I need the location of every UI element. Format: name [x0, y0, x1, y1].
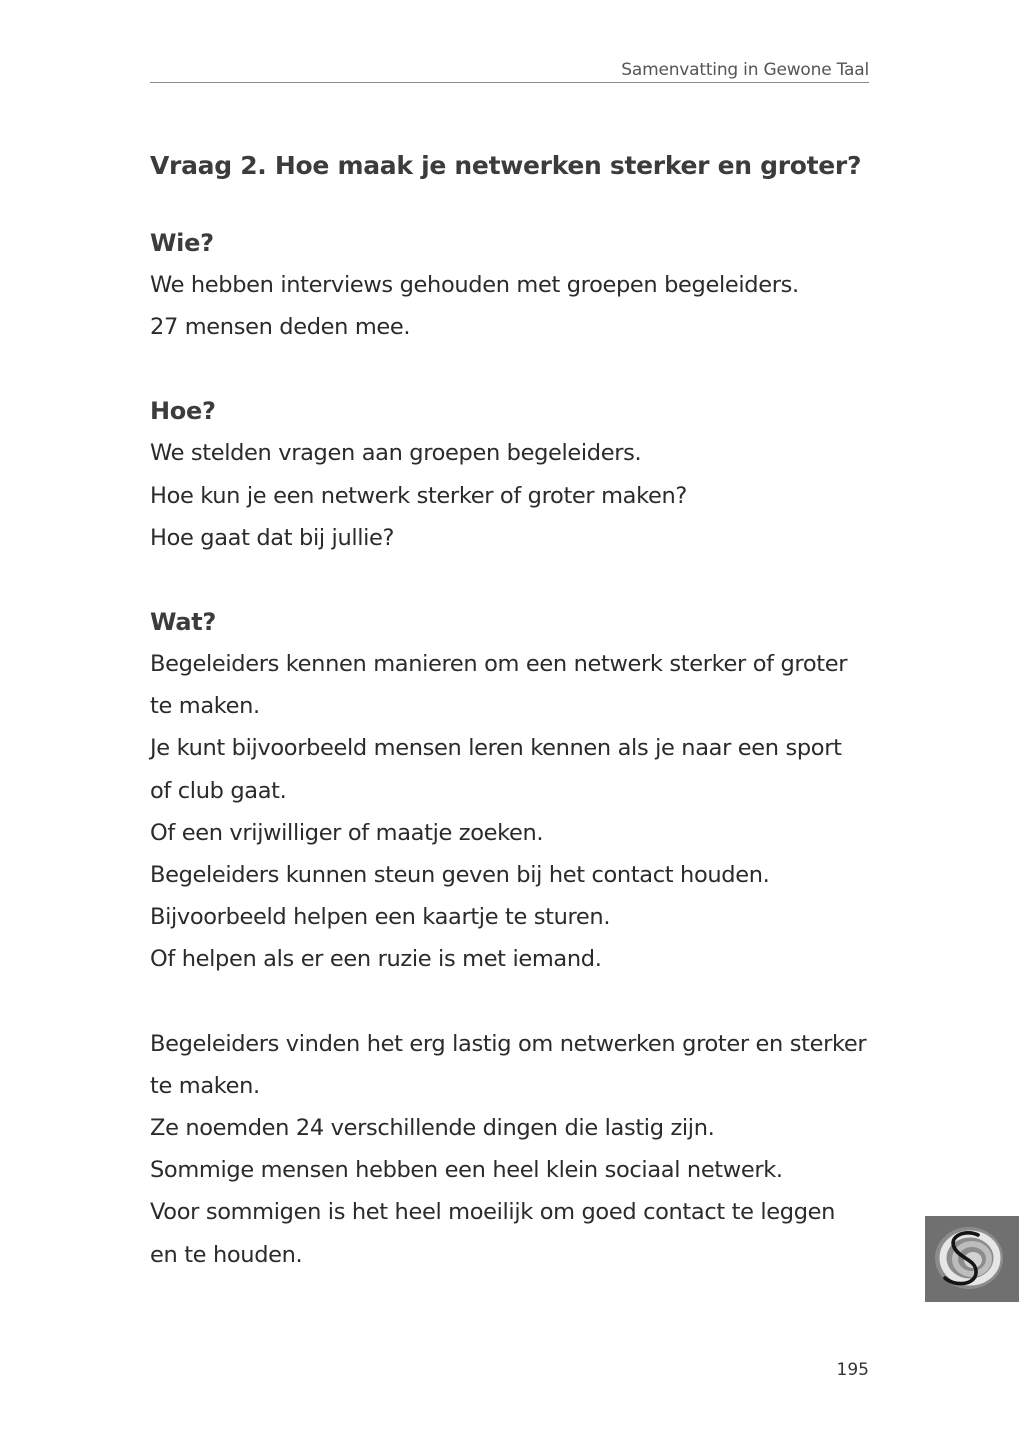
section-heading-wat: Wat? [150, 608, 217, 637]
body-line: te maken. [150, 1072, 260, 1099]
body-line: Hoe kun je een netwerk sterker of groter maken? [150, 482, 687, 509]
page-title: Vraag 2. Hoe maak je netwerken sterker en groter? [150, 151, 862, 180]
body-line: Begeleiders vinden het erg lastig om netwerken groter en sterker [150, 1030, 867, 1057]
body-line: en te houden. [150, 1241, 303, 1268]
section-wat [150, 601, 880, 981]
body-line: Hoe gaat dat bij jullie? [150, 524, 395, 551]
body-line: Ze noemden 24 verschillende dingen die lastig zijn. [150, 1115, 715, 1142]
section-heading-hoe: Hoe? [150, 397, 216, 426]
page-content [150, 138, 880, 1276]
body-line: Je kunt bijvoorbeeld mensen leren kennen als je naar een sport [150, 735, 842, 762]
body-line: Of een vrijwilliger of maatje zoeken. [150, 819, 544, 846]
spacer [150, 194, 880, 222]
body-line: Bijvoorbeeld helpen een kaartje te sturen. [150, 904, 611, 931]
body-line: te maken. [150, 693, 260, 720]
chapter-thumb-tab [925, 1216, 1019, 1302]
section-hoe [150, 390, 880, 559]
page-number: 195 [836, 1360, 869, 1380]
header-divider [150, 82, 869, 83]
body-line: Voor sommigen is het heel moeilijk om goed contact te leggen [150, 1199, 836, 1226]
body-line: We hebben interviews gehouden met groepen begeleiders. [150, 272, 799, 298]
spacer [150, 348, 880, 390]
body-line: 27 mensen deden mee. [150, 314, 411, 341]
body-line: Begeleiders kunnen steun geven bij het contact houden. [150, 862, 770, 889]
body-line: Of helpen als er een ruzie is met iemand. [150, 946, 602, 973]
spacer [150, 559, 880, 601]
spacer [150, 981, 880, 1023]
body-line: Sommige mensen hebben een heel klein sociaal netwerk. [150, 1157, 783, 1184]
body-line: of club gaat. [150, 777, 287, 804]
section-heading-wie: Wie? [150, 229, 214, 257]
body-line: Begeleiders kennen manieren om een netwerk sterker of groter [150, 651, 848, 678]
body-line: We stelden vragen aan groepen begeleiders. [150, 440, 642, 467]
section-wie [150, 222, 880, 348]
section-extra [150, 1023, 880, 1276]
swirl-s-logo-icon [925, 1216, 1019, 1302]
running-header-title: Samenvatting in Gewone Taal [621, 60, 869, 80]
